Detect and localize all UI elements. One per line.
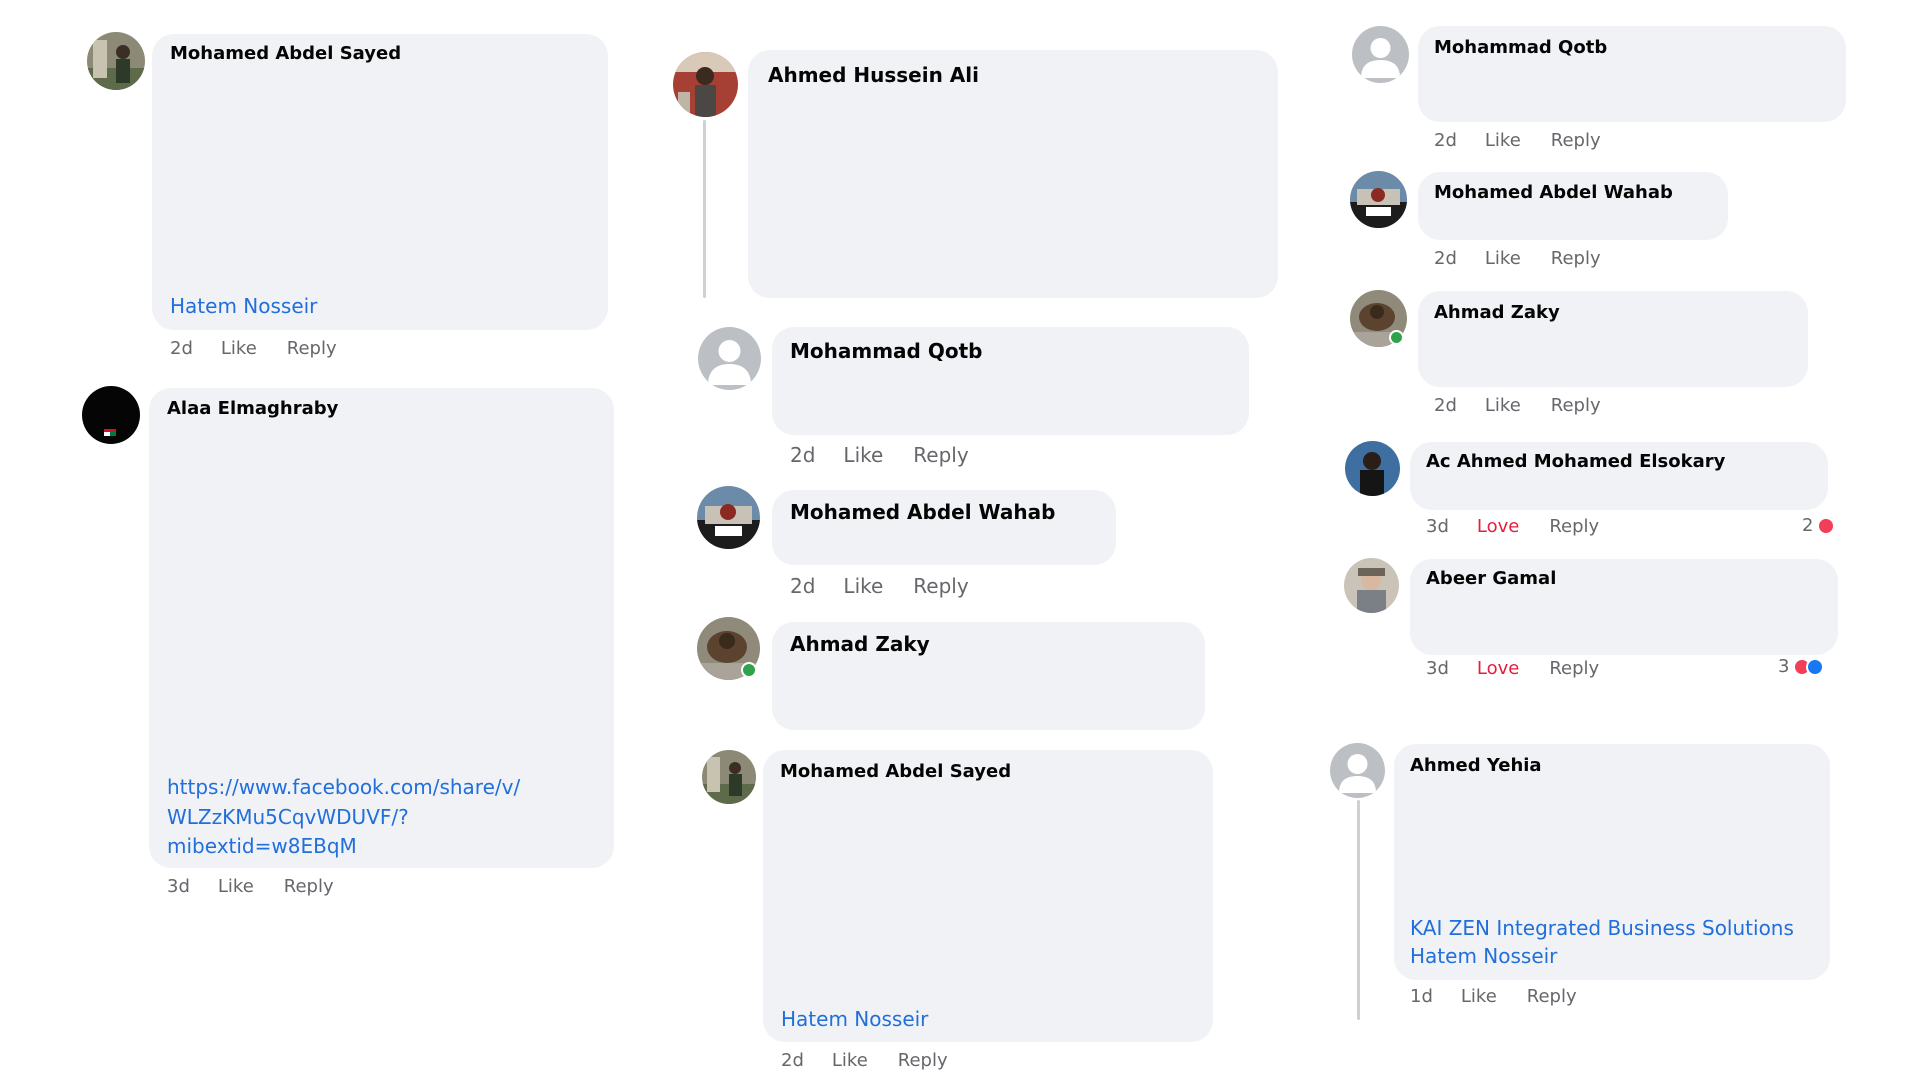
author-name[interactable]: Mohamed Abdel Wahab	[1434, 182, 1673, 203]
reply-button[interactable]: Reply	[1550, 395, 1601, 416]
avatar[interactable]	[702, 750, 756, 804]
author-name[interactable]: Abeer Gamal	[1426, 568, 1557, 589]
avatar[interactable]	[697, 486, 760, 549]
comment-timestamp[interactable]: 3d	[1426, 658, 1449, 679]
comment-actions	[790, 443, 969, 467]
comment-actions	[1426, 516, 1599, 537]
comment-timestamp[interactable]: 2d	[1434, 130, 1457, 151]
comment-timestamp[interactable]: 2d	[790, 574, 816, 598]
reply-button[interactable]: Reply	[1550, 248, 1601, 269]
comment-timestamp[interactable]: 2d	[1434, 395, 1457, 416]
reply-button[interactable]: Reply	[913, 443, 969, 467]
author-name[interactable]: Ahmad Zaky	[1434, 302, 1560, 323]
author-name[interactable]: Mohammad Qotb	[1434, 37, 1608, 58]
reply-button[interactable]: Reply	[1550, 130, 1601, 151]
avatar[interactable]	[1344, 558, 1399, 613]
author-name[interactable]: Ac Ahmed Mohamed Elsokary	[1426, 451, 1726, 472]
reply-button[interactable]: Reply	[897, 1050, 948, 1071]
reply-button[interactable]: Reply	[1549, 516, 1600, 537]
mention-link[interactable]: Hatem Nosseir	[1410, 944, 1558, 968]
comment-timestamp[interactable]: 2d	[1434, 248, 1457, 269]
author-name[interactable]: Mohamed Abdel Sayed	[780, 761, 1012, 782]
author-name[interactable]: Mohamed Abdel Wahab	[790, 500, 1056, 524]
avatar[interactable]	[1330, 743, 1385, 798]
avatar[interactable]	[1352, 26, 1409, 83]
thread-line	[703, 120, 706, 298]
comment-timestamp[interactable]: 2d	[781, 1050, 804, 1071]
mention-link[interactable]: Hatem Nosseir	[170, 294, 318, 318]
comment-actions	[1426, 658, 1599, 679]
comment-bubble	[152, 34, 608, 330]
like-button[interactable]: Like	[843, 443, 884, 467]
avatar[interactable]	[698, 327, 761, 390]
reply-button[interactable]: Reply	[286, 338, 337, 359]
comment-actions	[1434, 130, 1601, 151]
love-reaction-button[interactable]: Love	[1476, 516, 1520, 537]
author-name[interactable]: Ahmed Yehia	[1410, 755, 1542, 776]
comment-actions	[781, 1050, 948, 1071]
comment-bubble	[763, 750, 1213, 1042]
like-button[interactable]: Like	[831, 1050, 868, 1071]
reply-button[interactable]: Reply	[283, 876, 334, 897]
author-name[interactable]: Mohamed Abdel Sayed	[170, 43, 402, 64]
like-button[interactable]: Like	[1484, 248, 1521, 269]
shared-link[interactable]: https://www.facebook.com/share/v/ WLZzKMu5CqvWDUVF/? mibextid=w8EBqM	[167, 775, 521, 858]
reaction-count[interactable]: 3	[1778, 656, 1824, 677]
like-button[interactable]: Like	[1484, 130, 1521, 151]
mention-link[interactable]: KAI ZEN Integrated Business Solutions	[1410, 916, 1794, 940]
online-status-icon	[741, 662, 757, 678]
avatar[interactable]	[87, 32, 145, 90]
like-button[interactable]: Like	[220, 338, 257, 359]
reply-button[interactable]: Reply	[913, 574, 969, 598]
comment-timestamp[interactable]: 2d	[170, 338, 193, 359]
comment-actions	[170, 338, 337, 359]
author-name[interactable]: Alaa Elmaghraby	[167, 398, 339, 419]
avatar[interactable]	[1345, 441, 1400, 496]
avatar[interactable]	[673, 52, 738, 117]
like-button[interactable]: Like	[1460, 986, 1497, 1007]
mention-links	[1410, 914, 1794, 970]
comment-bubble	[748, 50, 1278, 298]
author-name[interactable]: Mohammad Qotb	[790, 339, 983, 363]
like-button[interactable]: Like	[217, 876, 254, 897]
comment-timestamp[interactable]: 3d	[1426, 516, 1449, 537]
comment-timestamp[interactable]: 2d	[790, 443, 816, 467]
comment-actions	[1434, 248, 1601, 269]
reaction-count[interactable]: 2	[1802, 515, 1835, 536]
comment-actions	[1410, 986, 1577, 1007]
reply-button[interactable]: Reply	[1526, 986, 1577, 1007]
love-reaction-button[interactable]: Love	[1476, 658, 1520, 679]
online-status-icon	[1389, 330, 1404, 345]
comment-actions	[167, 876, 334, 897]
mention-link[interactable]: Hatem Nosseir	[781, 1007, 929, 1031]
like-icon	[1806, 658, 1824, 676]
author-name[interactable]: Ahmed Hussein Ali	[768, 63, 979, 87]
heart-icon	[1817, 517, 1835, 535]
comment-timestamp[interactable]: 3d	[167, 876, 190, 897]
author-name[interactable]: Ahmad Zaky	[790, 632, 930, 656]
reply-button[interactable]: Reply	[1549, 658, 1600, 679]
avatar[interactable]	[1350, 171, 1407, 228]
like-button[interactable]: Like	[1484, 395, 1521, 416]
comment-actions	[1434, 395, 1601, 416]
avatar[interactable]	[82, 386, 140, 444]
comment-actions	[790, 574, 969, 598]
comment-timestamp[interactable]: 1d	[1410, 986, 1433, 1007]
like-button[interactable]: Like	[843, 574, 884, 598]
thread-line	[1357, 800, 1360, 1020]
